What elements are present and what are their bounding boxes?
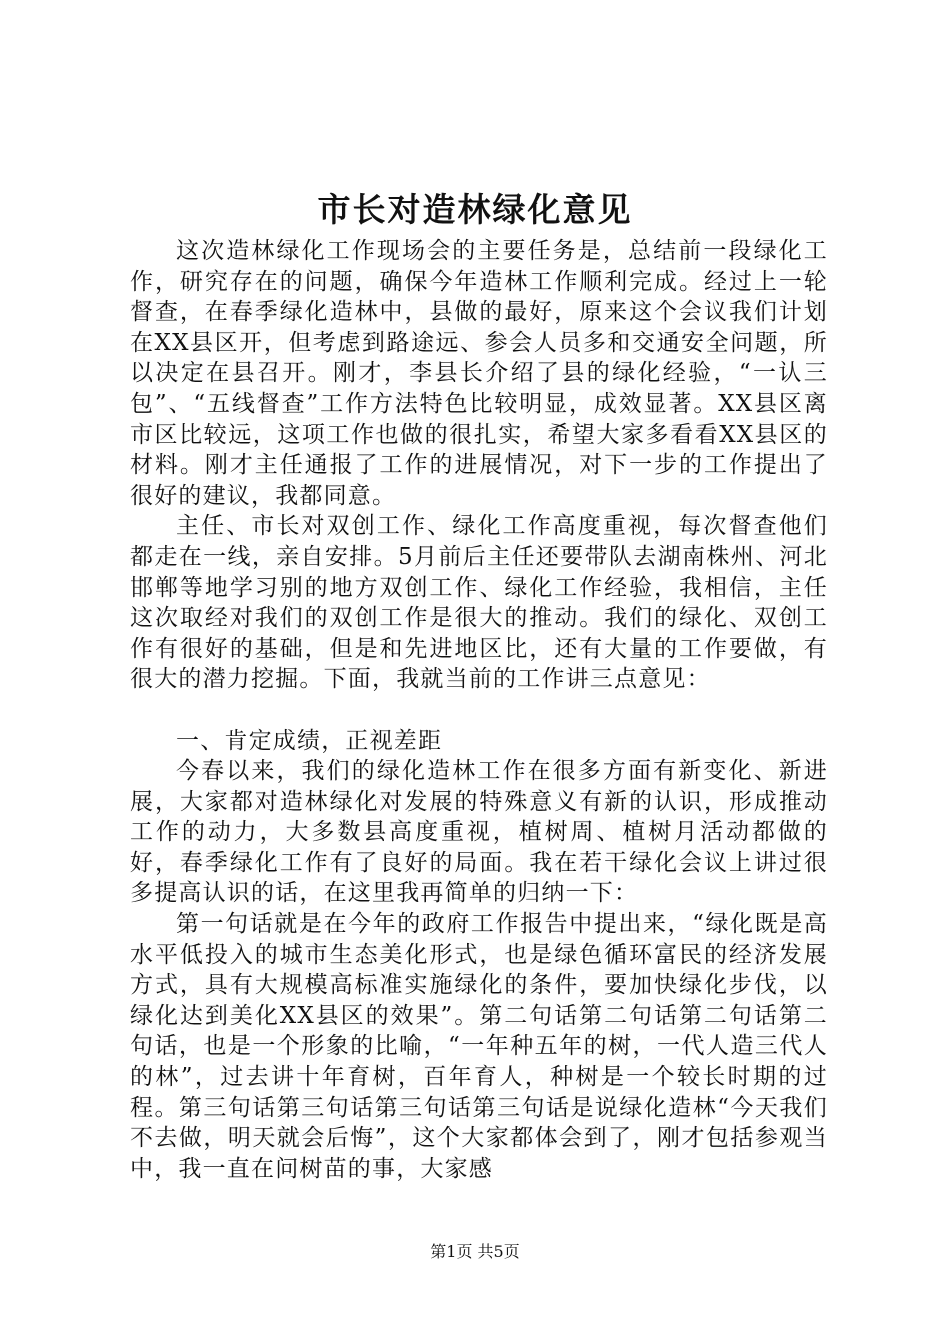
paragraph-intro: 这次造林绿化工作现场会的主要任务是，总结前一段绿化工作，研究存在的问题，确保今年造林工作顺利完成。经过上一轮督查，在春季绿化造林中，县做的最好，原来这个会议我们计划在XX县区开，但考虑到路途远、参会人员多和交通安全问题，所以决定在县召开。刚才，李县长介绍了县的绿化经验，“一认三包”、“五线督查”工作方法特色比较明显，成效显著。XX县区离市区比较远，这项工作也做的很扎实，希望大家多看看XX县区的材料。刚才主任通报了工作的进展情况，对下一步的工作提出了很好的建议，我都同意。	[130, 238, 828, 509]
document-body	[130, 236, 828, 1184]
paragraph-leadership: 主任、市长对双创工作、绿化工作高度重视，每次督查他们都走在一线，亲自安排。5月前后主任还要带队去湖南株州、河北邯郸等地学习别的地方双创工作、绿化工作经验，我相信，主任这次取经对我们的双创工作是很大的推动。我们的绿化、双创工作有很好的基础，但是和先进地区比，还有大量的工作要做，有很大的潜力挖掘。下面，我就当前的工作讲三点意见：	[130, 513, 828, 693]
paragraph-progress: 今春以来，我们的绿化造林工作在很多方面有新变化、新进展，大家都对造林绿化对发展的特殊意义有新的认识，形成推动工作的动力，大多数县高度重视，植树周、植树月活动都做的好，春季绿化工作有了良好的局面。我在若干绿化会议上讲过很多提高认识的话，在这里我再简单的归纳一下：	[130, 758, 828, 907]
document-title: 市长对造林绿化意见	[317, 190, 633, 229]
page-number-footer: 第1页 共5页	[430, 1242, 520, 1261]
section-heading: 一、肯定成绩，正视差距	[176, 727, 443, 754]
paragraph-first-point: 第一句话就是在今年的政府工作报告中提出来，“绿化既是高水平低投入的城市生态美化形式，也是绿色循环富民的经济发展方式，具有大规模高标准实施绿化的条件，要加快绿化步伐，以绿化达到美化XX县区的效果”。第二句话第二句话第二句话第二句话，也是一个形象的比喻，“一年种五年的树，一代人造三代人的林”，过去讲十年育树，百年育人，种树是一个较长时期的过程。第三句话第三句话第三句话第三句话是说绿化造林“今天我们不去做，明天就会后悔”，这个大家都体会到了，刚才包括参观当中，我一直在问树苗的事，大家感	[130, 911, 828, 1182]
